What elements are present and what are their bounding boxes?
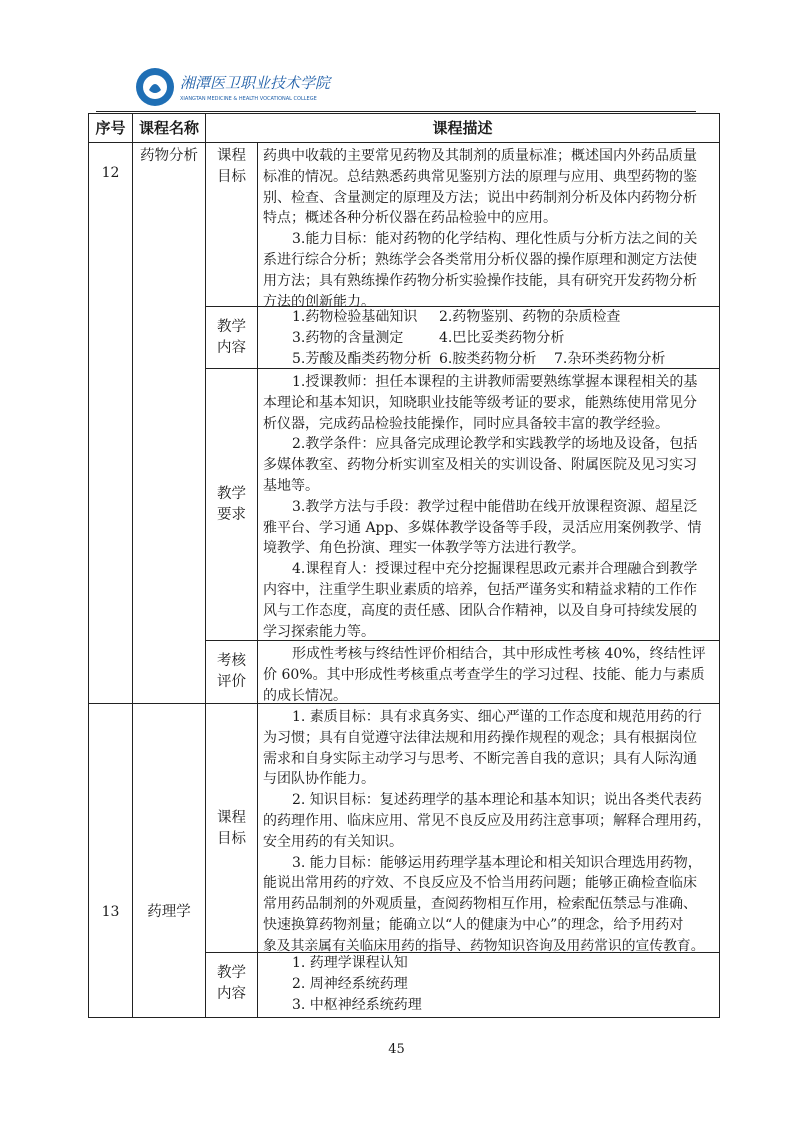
row-13-no-cell <box>88 703 133 1018</box>
evaluation-text <box>257 640 720 704</box>
goal-label <box>205 142 258 307</box>
text-line: 方法的创新能力。 <box>263 293 375 310</box>
text-line: 学习探索能力等。 <box>263 623 375 640</box>
row-12-no-cell <box>88 142 133 704</box>
content-item: 1.药物检验基础知识 <box>292 309 418 325</box>
page-number: 45 <box>388 1042 405 1057</box>
text-line: 内容 <box>217 986 246 1002</box>
text-line: 与团队协作能力。 <box>263 771 375 788</box>
row-12-name-cell <box>132 142 206 704</box>
goal-text <box>257 703 720 953</box>
text-line: 3. 能力目标：能够运用药理学基本理论和相关知识合理选用药物， <box>292 854 702 871</box>
text-line: 3.教学方法与手段：教学过程中能借助在线开放课程资源、超星泛 <box>292 498 698 515</box>
text-line: 多媒体教室、药物分析实训室及相关的实训设备、附属医院及见习实习 <box>263 457 697 474</box>
text-line: 安全用药的有关知识。 <box>263 833 403 850</box>
content-list <box>257 952 720 1018</box>
content-list <box>257 306 720 369</box>
school-logo <box>134 66 394 108</box>
text-line: 内容 <box>217 340 246 356</box>
col-header-no: 序号 <box>88 113 133 143</box>
svg-text:湘潭医卫职业技术学院: 湘潭医卫职业技术学院 <box>180 74 331 92</box>
text-line: 课程 <box>217 148 246 164</box>
text-line: 本理论和基本知识，知晓职业技能等级考证的要求，能熟练使用常见分 <box>263 394 697 411</box>
header-rule <box>96 111 696 112</box>
text-line: 象及其亲属有关临床用药的指导、药物知识咨询及用药常识的宣传教育。 <box>263 937 705 954</box>
text-line: 的成长情况。 <box>263 687 347 704</box>
svg-text:XIANGTAN MEDICINE & HEALTH VOC: XIANGTAN MEDICINE & HEALTH VOCATIONAL COLLEGE <box>180 96 317 102</box>
text-line: 雅平台、学习通 App、多媒体教学设备等手段，灵活应用案例教学、情 <box>263 519 702 536</box>
content-item: 3.药物的含量测定 <box>292 329 404 346</box>
text-line: 别、检查、含量测定的原理及方法；说出中药制剂分析及体内药物分析 <box>263 189 697 206</box>
text-line: 常用药品制剂的外观质量，查阅药物相互作用，检索配伍禁忌与准确、 <box>263 896 697 913</box>
text-line: 3.能力目标：能对药物的化学结构、理化性质与分析方法之间的关 <box>292 231 698 248</box>
row-no: 13 <box>101 904 120 920</box>
text-line: 2. 知识目标：复述药理学的基本理论和基本知识；说出各类代表药 <box>292 792 702 809</box>
text-line: 系进行综合分析；熟练学会各类常用分析仪器的操作原理和测定方法使 <box>263 251 697 268</box>
course-name: 药理学 <box>147 904 191 920</box>
text-line: 能说出常用药的疗效、不良反应及不恰当用药问题；能够正确检查临床 <box>263 875 697 892</box>
text-line: 4.课程育人：授课过程中充分挖掘课程思政元素并合理融合到教学 <box>292 561 698 578</box>
content-label <box>205 306 258 369</box>
requirement-text <box>257 368 720 641</box>
course-name: 药物分析 <box>140 148 198 164</box>
text-line: 教学 <box>217 486 246 502</box>
text-line: 快速换算药物剂量；能确立以“人的健康为中心”的理念，给予用药对 <box>263 916 684 933</box>
requirement-label <box>205 368 258 641</box>
text-line: 形成性考核与终结性评价相结合，其中形成性考核 40%，终结性评 <box>292 646 706 662</box>
row-no: 12 <box>101 165 120 181</box>
goal-text <box>257 142 720 310</box>
row-13-name-cell <box>132 703 206 1018</box>
content-item: 6.胺类药物分析 <box>439 350 537 367</box>
content-item: 5.芳酸及酯类药物分析 <box>292 350 432 367</box>
evaluation-label <box>205 640 258 704</box>
content-item: 2.药物鉴别、药物的杂质检查 <box>439 309 621 325</box>
text-line: 析仪器，完成药品检验技能操作，同时应具备较丰富的教学经验。 <box>263 415 669 432</box>
text-line: 风与工作态度，高度的责任感、团队合作精神，以及自身可持续发展的 <box>263 602 697 619</box>
content-item: 3. 中枢神经系统药理 <box>292 996 422 1013</box>
col-header-desc: 课程描述 <box>205 113 720 143</box>
text-line: 教学 <box>217 965 246 981</box>
content-item: 4.巴比妥类药物分析 <box>439 329 565 346</box>
text-line: 标准的情况。总结熟悉药典常见鉴别方法的原理与应用、典型药物的鉴 <box>263 168 697 185</box>
text-line: 为习惯；具有自觉遵守法律法规和用药操作规程的观念；具有根据岗位 <box>263 729 697 746</box>
col-header-name: 课程名称 <box>132 113 206 143</box>
text-line: 2.教学条件：应具备完成理论教学和实践教学的场地及设备，包括 <box>292 436 698 453</box>
text-line: 药典中收载的主要常见药物及其制剂的质量标准；概述国内外药品质量 <box>263 148 697 164</box>
text-line: 评价 <box>217 674 246 690</box>
text-line: 目标 <box>217 169 246 185</box>
text-line: 1.授课教师：担任本课程的主讲教师需要熟练掌握本课程相关的基 <box>292 374 698 390</box>
content-item: 7.杂环类药物分析 <box>554 350 666 367</box>
text-line: 基地等。 <box>263 477 319 494</box>
text-line: 1. 素质目标：具有求真务实、细心严谨的工作态度和规范用药的行 <box>292 709 702 725</box>
text-line: 需求和自身实际主动学习与思考、不断完善自我的意识；具有人际沟通 <box>263 750 697 767</box>
text-line: 价 60%。其中形成性考核重点考查学生的学习过程、技能、能力与素质 <box>263 666 705 683</box>
content-item: 2. 周神经系统药理 <box>292 975 408 992</box>
content-label <box>205 952 258 1018</box>
text-line: 考核 <box>217 653 246 669</box>
text-line: 目标 <box>217 831 246 847</box>
goal-label <box>205 703 258 953</box>
text-line: 要求 <box>217 507 246 523</box>
text-line: 用方法；具有熟练操作药物分析实验操作技能，具有研究开发药物分析 <box>263 272 697 289</box>
text-line: 课程 <box>217 810 246 826</box>
text-line: 教学 <box>217 319 246 335</box>
content-item: 1. 药理学课程认知 <box>292 955 408 971</box>
text-line: 的药理作用、临床应用、常见不良反应及用药注意事项；解释合理用药， <box>263 812 711 829</box>
text-line: 特点；概述各种分析仪器在药品检验中的应用。 <box>263 210 557 227</box>
text-line: 内容中，注重学生职业素质的培养，包括严谨务实和精益求精的工作作 <box>263 581 697 598</box>
text-line: 境教学、角色扮演、理实一体教学等方法进行教学。 <box>263 540 585 557</box>
